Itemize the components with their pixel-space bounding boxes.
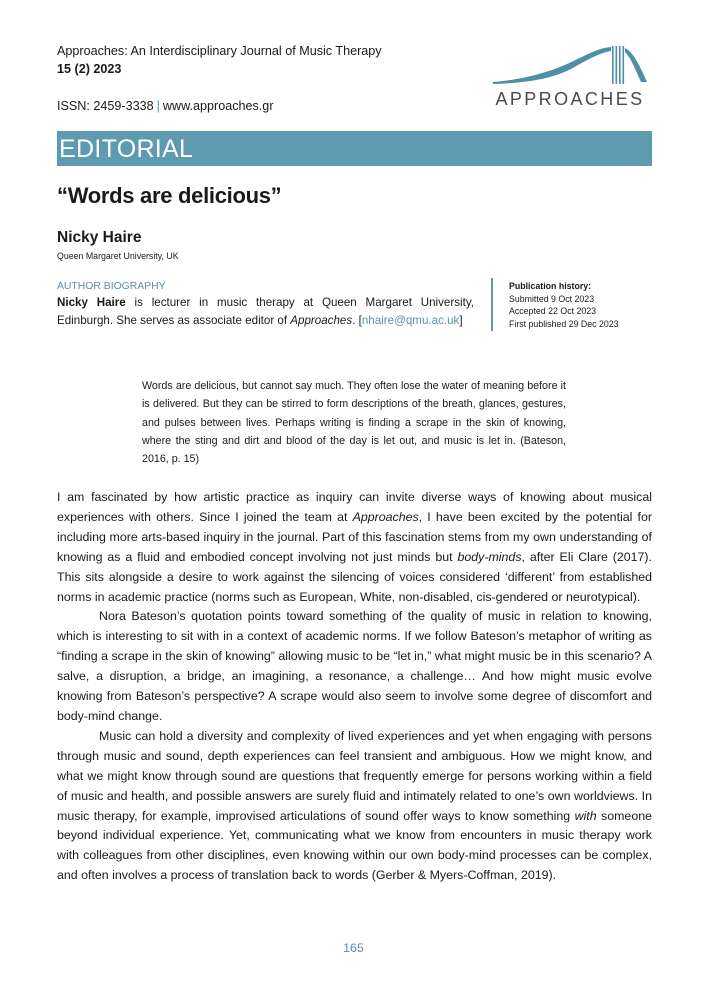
biography-journal: Approaches [290, 313, 353, 327]
issn-line [57, 99, 274, 113]
biography-body: is lecturer in music therapy at Queen Margaret University, Edinburgh. She serves as associate editor of [57, 296, 474, 327]
published-date: First published 29 Dec 2023 [509, 319, 619, 330]
paragraph-1-part-a: I am fascinated by how artistic practice as inquiry can invite diverse ways of knowing about musical experiences with others. Since I joined the team at [57, 490, 652, 524]
paragraph-1-part-c: , after Eli Clare (2017). This sits alongside a desire to work against the silencing of voices considered ‘different’ from established norms in academic practice (norms such as European, White, non-disabled, cis-gendered or neurotypical). [57, 549, 652, 604]
epigraph-quote: Words are delicious, but cannot say much. They often lose the water of meaning before it is delivered. But they can be stirred to form descriptions of the breath, glances, gestures, and pulses between lives. Perhaps writing is finding a scrape in the skin of knowing, where the sting and dirt and blood of the day is let out, and music is let in. (Bateson, 2016, p. 15) [142, 380, 566, 466]
volume-issue: 15 (2) 2023 [57, 62, 122, 76]
biography-text [57, 294, 474, 329]
paragraph-3-emphasis: with [574, 808, 597, 823]
paragraph-3-part-b: someone beyond individual experience. Yet, communicating what we know from encounters in music therapy work with colleagues from other disciplines, even knowing within our own body-mind processes can be complex, and often involves a process of translation back to words (Gerber & Myers-Coffman, 2019). [57, 808, 652, 883]
paragraph-1-term: body-minds [457, 549, 522, 564]
biography-heading: AUTHOR BIOGRAPHY [57, 281, 166, 292]
page-number: 165 [343, 941, 364, 955]
email-link[interactable]: nhaire@qmu.ac.uk [361, 313, 460, 327]
biography-bracket-open: . [ [352, 313, 362, 327]
paragraph-1 [57, 488, 652, 607]
publication-divider [491, 278, 493, 331]
issn: ISSN: 2459-3338 [57, 99, 154, 113]
paragraph-1-journal: Approaches [352, 509, 419, 524]
accepted-date: Accepted 22 Oct 2023 [509, 306, 597, 317]
section-banner [57, 131, 652, 166]
journal-header [57, 42, 382, 78]
biography-name: Nicky Haire [57, 296, 126, 309]
biography-bracket-close: ] [459, 313, 463, 327]
article-title: “Words are delicious” [57, 183, 282, 208]
issn-separator: | [156, 99, 160, 113]
paragraph-2: Nora Bateson’s quotation points toward something of the quality of music in relation to knowing, which is interesting to sit with in a context of academic norms. If we follow Bateson’s metaphor of writing as “finding a scrape in the skin of knowing” allowing music to be “let in,” what might music be in this scenario? A salve, a disruption, a bridge, an imagining, a resonance, a challenge… And how might music evolve knowing from Bateson’s perspective? A scrape would also seem to involve some degree of discomfort and body-mind change. [57, 609, 652, 723]
website-link[interactable]: www.approaches.gr [162, 99, 274, 113]
section-label: EDITORIAL [59, 135, 194, 163]
paragraph-3-part-a: Music can hold a diversity and complexity of lived experiences and yet when engaging with persons through music and sound, depth experiences can feel transient and ambiguous. How we might know, and what we might know through sound are questions that frequently emerge for persons working within a field of music and health, and possible answers are surely fluid and intimately related to one’s own worldviews. In music therapy, for example, improvised articulations of sound offer ways to know something [57, 728, 652, 823]
approaches-logo [487, 42, 653, 110]
journal-name: Approaches: An Interdisciplinary Journal of Music Therapy [57, 44, 382, 58]
publication-history-heading: Publication history: [509, 281, 592, 291]
logo-wave-icon [487, 42, 653, 88]
logo-wordmark: APPROACHES [495, 89, 645, 109]
publication-history [509, 280, 619, 331]
author-name: Nicky Haire [57, 229, 142, 246]
paragraph-1-part-b: , I have been excited by the potential for including more arts-based inquiry in the journal. Part of this fascination stems from my own understanding of knowing as a fluid and embodied concept involving not just minds but [57, 509, 653, 564]
author-affiliation: Queen Margaret University, UK [57, 251, 179, 261]
submitted-date: Submitted 9 Oct 2023 [509, 293, 595, 304]
body-text [57, 488, 652, 886]
paragraph-3 [57, 727, 652, 886]
